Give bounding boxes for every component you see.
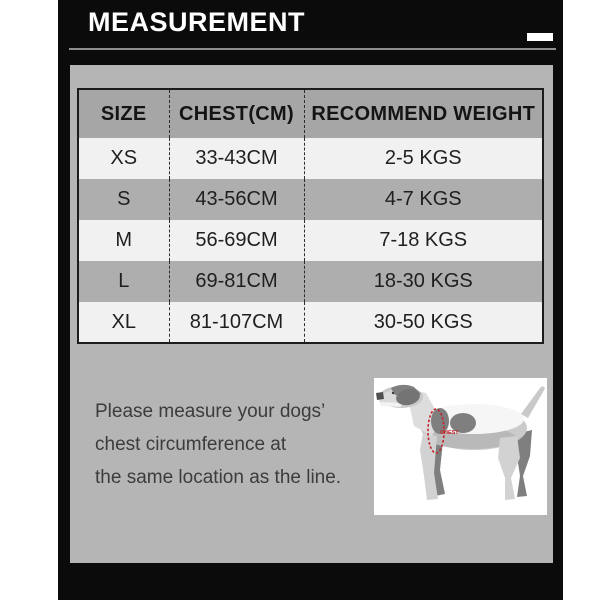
dog-illustration — [374, 378, 547, 515]
chest-label: CHEST — [440, 430, 459, 436]
chest-cell: 81-107CM — [169, 302, 304, 343]
table-row — [78, 261, 543, 302]
size-cell: S — [78, 179, 169, 220]
chest-cell: 69-81CM — [169, 261, 304, 302]
dog-far-rear-leg — [516, 430, 532, 497]
table-header-row — [78, 89, 543, 138]
table-row — [78, 220, 543, 261]
measure-instruction-text — [95, 395, 385, 494]
measurement-card — [58, 0, 563, 600]
dog-eye — [392, 392, 394, 394]
size-cell: M — [78, 220, 169, 261]
chest-cell: 33-43CM — [169, 138, 304, 179]
page-title: MEASUREMENT — [88, 7, 306, 37]
dog-near-rear-leg — [498, 436, 520, 500]
chest-cell: 56-69CM — [169, 220, 304, 261]
table-row — [78, 302, 543, 343]
size-chart-table — [77, 88, 544, 344]
weight-cell: 30-50 KGS — [304, 302, 543, 343]
table-row — [78, 138, 543, 179]
weight-cell: 2-5 KGS — [304, 138, 543, 179]
weight-cell: 18-30 KGS — [304, 261, 543, 302]
size-cell: XL — [78, 302, 169, 343]
size-cell: L — [78, 261, 169, 302]
instruction-line: the same location as the line. — [95, 467, 342, 488]
table-row — [78, 179, 543, 220]
content-panel — [70, 65, 553, 563]
dog-tail — [521, 386, 545, 418]
instruction-line: Please measure your dogs’ — [95, 401, 326, 422]
column-header-size: SIZE — [78, 89, 169, 138]
size-cell: XS — [78, 138, 169, 179]
header-divider — [69, 48, 556, 50]
chest-cell: 43-56CM — [169, 179, 304, 220]
weight-cell: 7-18 KGS — [304, 220, 543, 261]
dog-measurement-diagram — [374, 378, 547, 515]
weight-cell: 4-7 KGS — [304, 179, 543, 220]
column-header-chest: CHEST(CM) — [169, 89, 304, 138]
column-header-weight: RECOMMEND WEIGHT — [304, 89, 543, 138]
dash-icon — [527, 33, 553, 41]
dog-nose — [376, 392, 384, 400]
instruction-line: chest circumference at — [95, 434, 287, 455]
